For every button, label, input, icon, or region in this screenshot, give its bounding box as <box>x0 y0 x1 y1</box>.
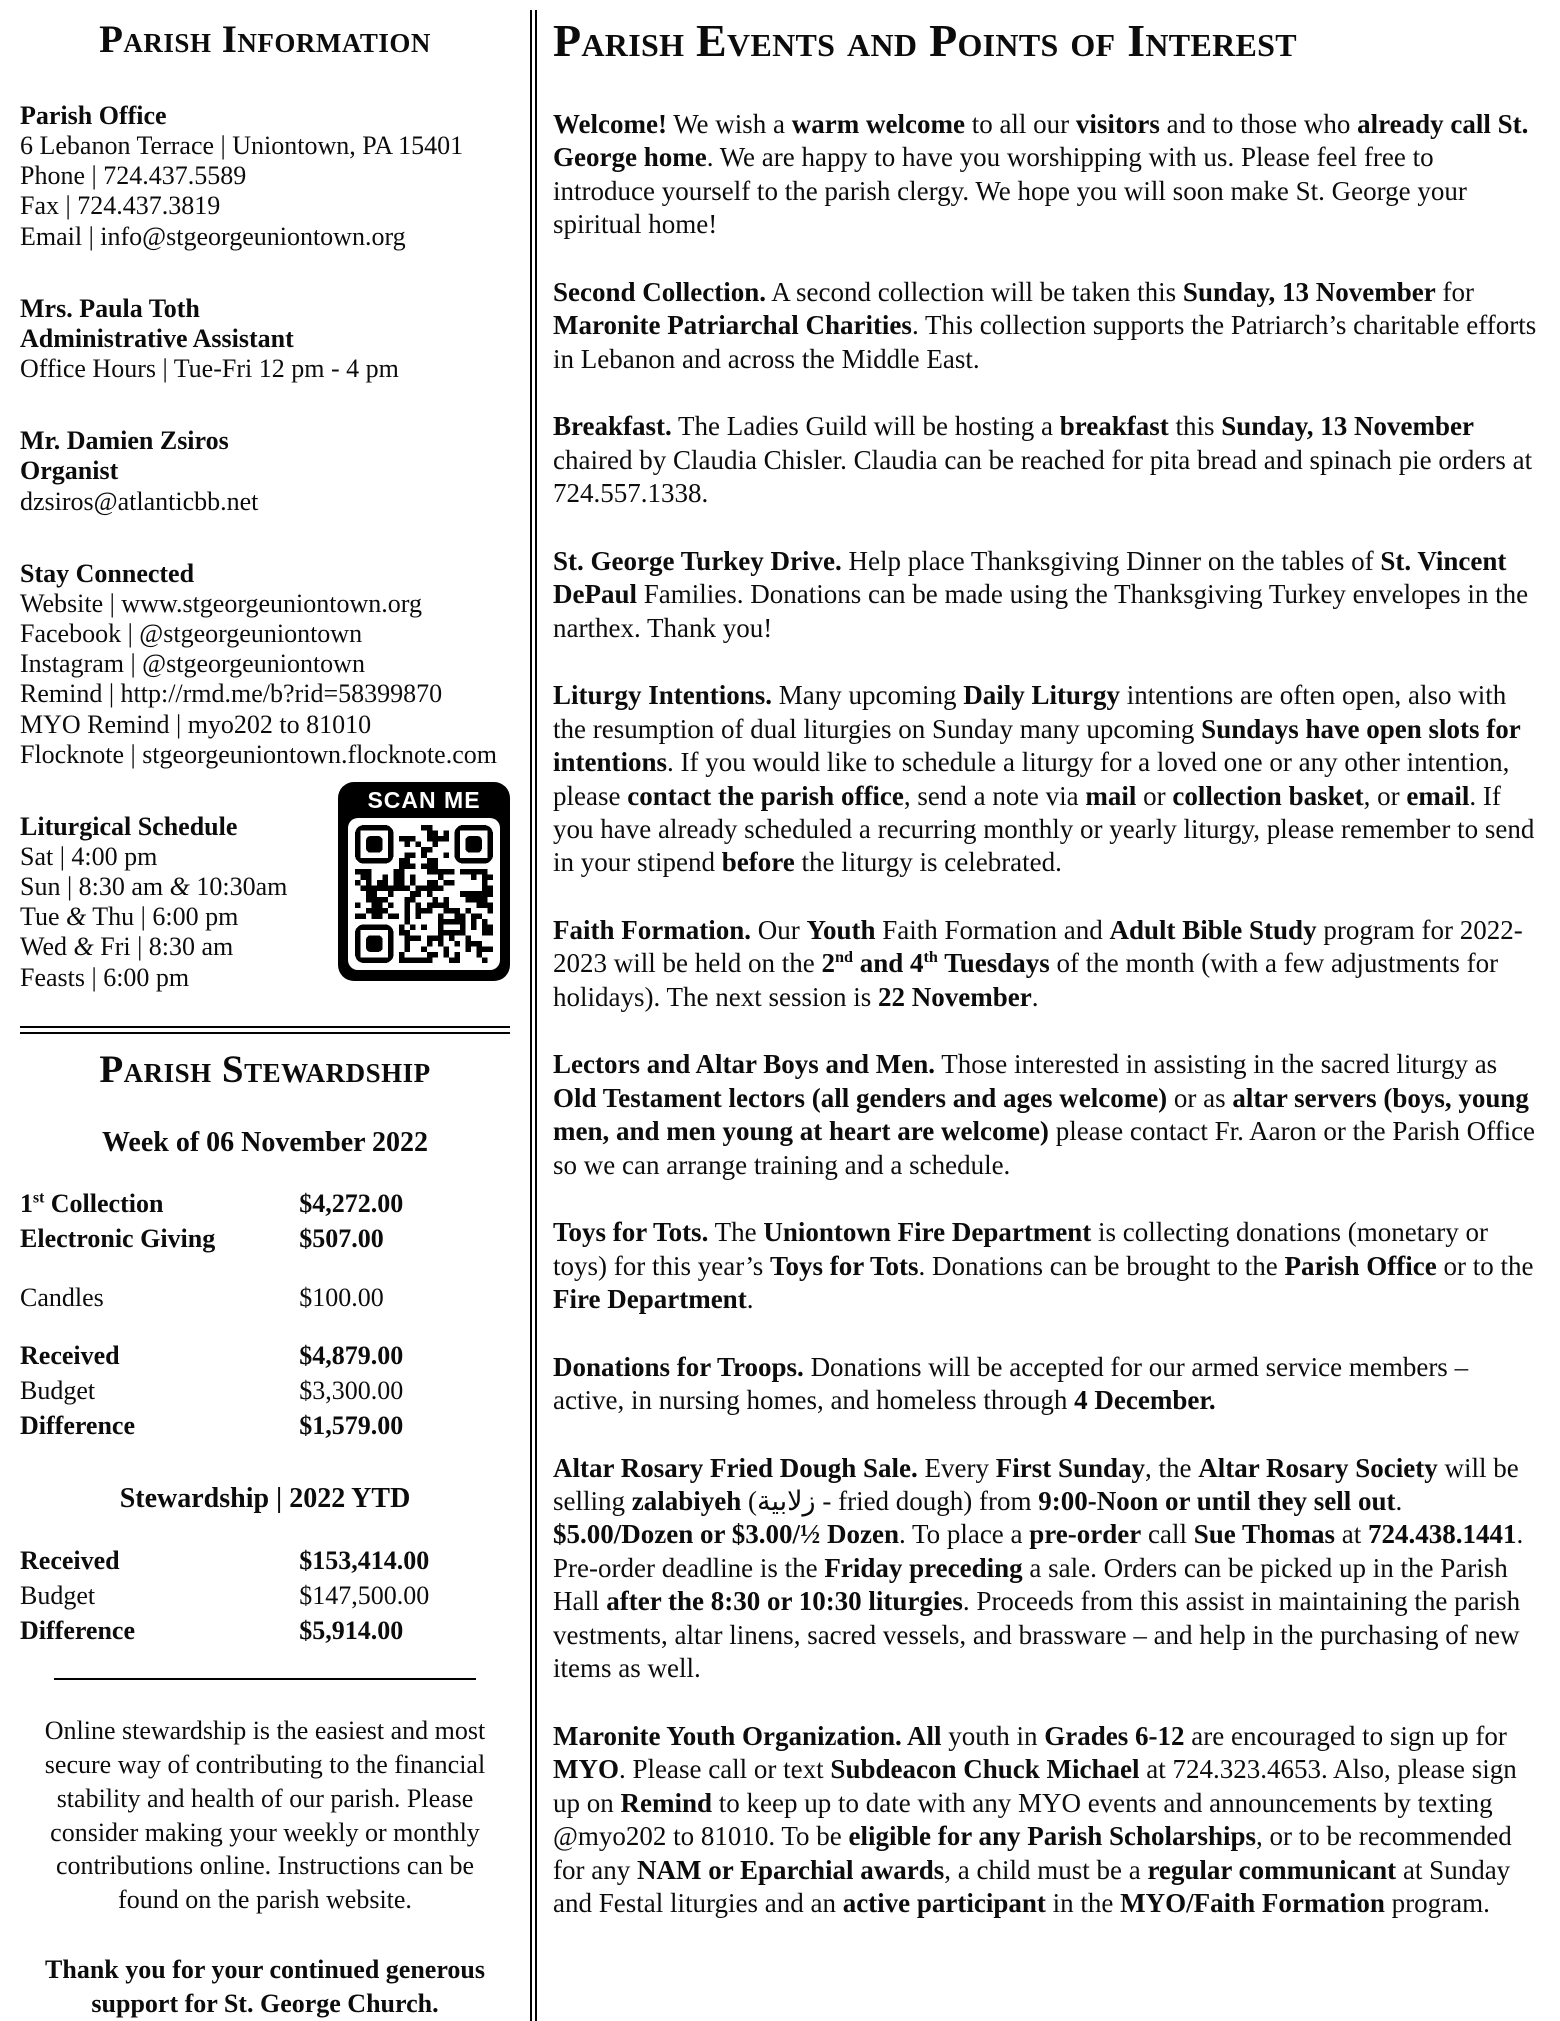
ytd-row-budget <box>20 1581 510 1611</box>
website-line: Website | www.stgeorgeuniontown.org <box>20 588 422 618</box>
staff-role: Administrative Assistant <box>20 323 294 353</box>
money-row-candles <box>20 1283 510 1313</box>
stay-connected-head: Stay Connected <box>20 558 195 588</box>
money-value: $153,414.00 <box>299 1545 430 1575</box>
schedule-line: Feasts | 6:00 pm <box>20 962 190 992</box>
parish-info-title: Parish Information <box>99 18 431 61</box>
parish-office-block <box>20 101 510 252</box>
money-row-budget <box>20 1376 510 1406</box>
paragraph-welcome: Welcome! We wish a warm welcome to all our visitors and to those who already call St. George home. We are happy to have you worshipping with us. Please feel free to introduce yourself to the parish clergy. We hope you will soon make St. George your spiritual home! <box>553 109 1529 240</box>
email-line: Email | info@stgeorgeuniontown.org <box>20 221 406 251</box>
events-column <box>537 0 1560 2021</box>
qr-code-pattern <box>355 825 493 963</box>
paragraph-faith-formation: Faith Formation. Our Youth Faith Formation and Adult Bible Study program for 2022-2023 will be held on the 2nd and 4th Tuesdays of the month (with a few adjustments for holidays). The next session is 22 November. <box>553 914 1523 1012</box>
qr-code-area <box>348 818 500 970</box>
money-label: Budget <box>20 1375 96 1405</box>
money-value: $100.00 <box>299 1282 384 1312</box>
fax-line: Fax | 724.437.3819 <box>20 191 221 221</box>
money-label: Budget <box>20 1580 96 1610</box>
liturgical-schedule-head: Liturgical Schedule <box>20 811 238 841</box>
events-title: Parish Events and Points of Interest <box>553 15 1297 66</box>
money-label: Difference <box>20 1411 136 1441</box>
thin-rule-divider <box>54 1678 475 1680</box>
money-row-electronic-giving <box>20 1224 510 1254</box>
paragraph-toys-for-tots: Toys for Tots. The Uniontown Fire Department is collecting donations (monetary or toys) for this year’s Toys for Tots. Donations can be brought to the Parish Office or to the Fire Department. <box>553 1217 1534 1315</box>
office-hours-line: Office Hours | Tue-Fri 12 pm - 4 pm <box>20 354 399 384</box>
qr-code <box>338 782 510 982</box>
money-label: Received <box>20 1545 120 1575</box>
money-row-difference <box>20 1411 510 1441</box>
money-value: $3,300.00 <box>299 1375 404 1405</box>
staff-name: Mr. Damien Zsiros <box>20 426 229 456</box>
admin-assistant-block <box>20 294 510 384</box>
liturgical-schedule-block <box>20 786 510 1008</box>
myo-remind-line: MYO Remind | myo202 to 81010 <box>20 709 372 739</box>
paragraph-lectors: Lectors and Altar Boys and Men. Those interested in assisting in the sacred liturgy as Old Testament lectors (all genders and ages welcome) or as altar servers (boys, young men, and men young at heart are welcome) please contact Fr. Aaron or the Parish Office so we can arrange training and a schedule. <box>553 1049 1536 1180</box>
paragraph-liturgy-intentions: Liturgy Intentions. Many upcoming Daily Liturgy intentions are often open, also with the resumption of dual liturgies on Sunday many upcoming Sundays have open slots for intentions. If you would like to schedule a liturgy for a loved one or any other intention, please contact the parish office, send a note via mail or collection basket, or email. If you have already scheduled a recurring monthly or yearly liturgy, please remember to send in your stipend before the liturgy is celebrated. <box>553 680 1535 878</box>
thank-you-note: Thank you for your continued generous support for St. George Church. <box>45 1954 485 2018</box>
money-row-first-collection <box>20 1189 510 1219</box>
money-label: Candles <box>20 1282 104 1312</box>
online-stewardship-note: Online stewardship is the easiest and most secure way of contributing to the financial stability and health of our parish. Please consider making your weekly or monthly contributions online. Instructions can be found on the parish website. <box>44 1716 486 1915</box>
column-divider <box>530 10 537 2021</box>
paragraph-fried-dough-sale: Altar Rosary Fried Dough Sale. Every First Sunday, the Altar Rosary Society will be selling zalabiyeh (زلابية - fried dough) from 9:00-Noon or until they sell out. $5.00/Dozen or $3.00/½ Dozen. To place a pre-order call Sue Thomas at 724.438.1441. Pre-order deadline is the Friday preceding a sale. Orders can be picked up in the Parish Hall after the 8:30 or 10:30 liturgies. Proceeds from this assist in maintaining the parish vestments, altar linens, sacred vessels, and brassware – and help in the purchasing of new items as well. <box>553 1452 1524 1684</box>
facebook-line: Facebook | @stgeorgeuniontown <box>20 619 363 649</box>
phone-line: Phone | 724.437.5589 <box>20 161 247 191</box>
money-value: $147,500.00 <box>299 1580 430 1610</box>
parish-office-head: Parish Office <box>20 101 167 130</box>
schedule-line: Sat | 4:00 pm <box>20 841 158 871</box>
paragraph-myo: Maronite Youth Organization. All youth in Grades 6-12 are encouraged to sign up for MYO. Please call or text Subdeacon Chuck Michael at 724.323.4653. Also, please sign up on Remind to keep up to date with any MYO events and announcements by texting @myo202 to 81010. To be eligible for any Parish Scholarships, or to be recommended for any NAM or Eparchial awards, a child must be a regular communicant at Sunday and Festal liturgies and an active participant in the MYO/Faith Formation program. <box>553 1720 1517 1919</box>
staff-role: Organist <box>20 456 119 486</box>
stay-connected-block <box>20 559 510 770</box>
money-label: Received <box>20 1340 120 1370</box>
qr-scan-me-label: SCAN ME <box>367 786 481 813</box>
address-line: 6 Lebanon Terrace | Uniontown, PA 15401 <box>20 131 464 161</box>
money-value: $4,879.00 <box>299 1340 404 1370</box>
money-label: 1st Collection <box>20 1189 164 1219</box>
ytd-row-received <box>20 1546 510 1576</box>
money-value: $507.00 <box>299 1224 384 1254</box>
money-row-received <box>20 1341 510 1371</box>
ytd-title: Stewardship | 2022 YTD <box>119 1483 411 1515</box>
flocknote-line: Flocknote | stgeorgeuniontown.flocknote.com <box>20 739 497 769</box>
schedule-line: Wed & Fri | 8:30 am <box>20 932 234 962</box>
parish-info-column <box>0 0 530 2021</box>
paragraph-donations-troops: Donations for Troops. Donations will be accepted for our armed service members – active, in nursing homes, and homeless through 4 December. <box>553 1351 1469 1416</box>
schedule-line: Sun | 8:30 am & 10:30am <box>20 872 288 902</box>
money-value: $4,272.00 <box>299 1189 404 1219</box>
double-rule-divider <box>20 1026 510 1034</box>
staff-name: Mrs. Paula Toth <box>20 293 200 323</box>
paragraph-breakfast: Breakfast. The Ladies Guild will be hosting a breakfast this Sunday, 13 November chaired by Claudia Chisler. Claudia can be reached for pita bread and spinach pie orders at 724.557.1338. <box>553 411 1533 509</box>
stewardship-title: Parish Stewardship <box>99 1047 431 1091</box>
organist-block <box>20 426 510 516</box>
ytd-row-difference <box>20 1616 510 1646</box>
money-label: Difference <box>20 1616 136 1645</box>
schedule-line: Tue & Thu | 6:00 pm <box>20 902 239 932</box>
money-label: Electronic Giving <box>20 1224 216 1254</box>
paragraph-turkey-drive: St. George Turkey Drive. Help place Thanksgiving Dinner on the tables of St. Vincent DePaul Families. Donations can be made using the Thanksgiving Turkey envelopes in the narthex. Thank you! <box>553 545 1529 643</box>
remind-line: Remind | http://rmd.me/b?rid=58399870 <box>20 679 443 709</box>
instagram-line: Instagram | @stgeorgeuniontown <box>20 649 365 679</box>
staff-email-line: dzsiros@atlanticbb.net <box>20 486 259 516</box>
week-title: Week of 06 November 2022 <box>101 1126 429 1158</box>
paragraph-second-collection: Second Collection. A second collection will be taken this Sunday, 13 November for Maronite Patriarchal Charities. This collection supports the Patriarch’s charitable efforts in Lebanon and across the Middle East. <box>553 276 1537 374</box>
money-value: $5,914.00 <box>299 1616 404 1645</box>
money-value: $1,579.00 <box>299 1411 404 1441</box>
